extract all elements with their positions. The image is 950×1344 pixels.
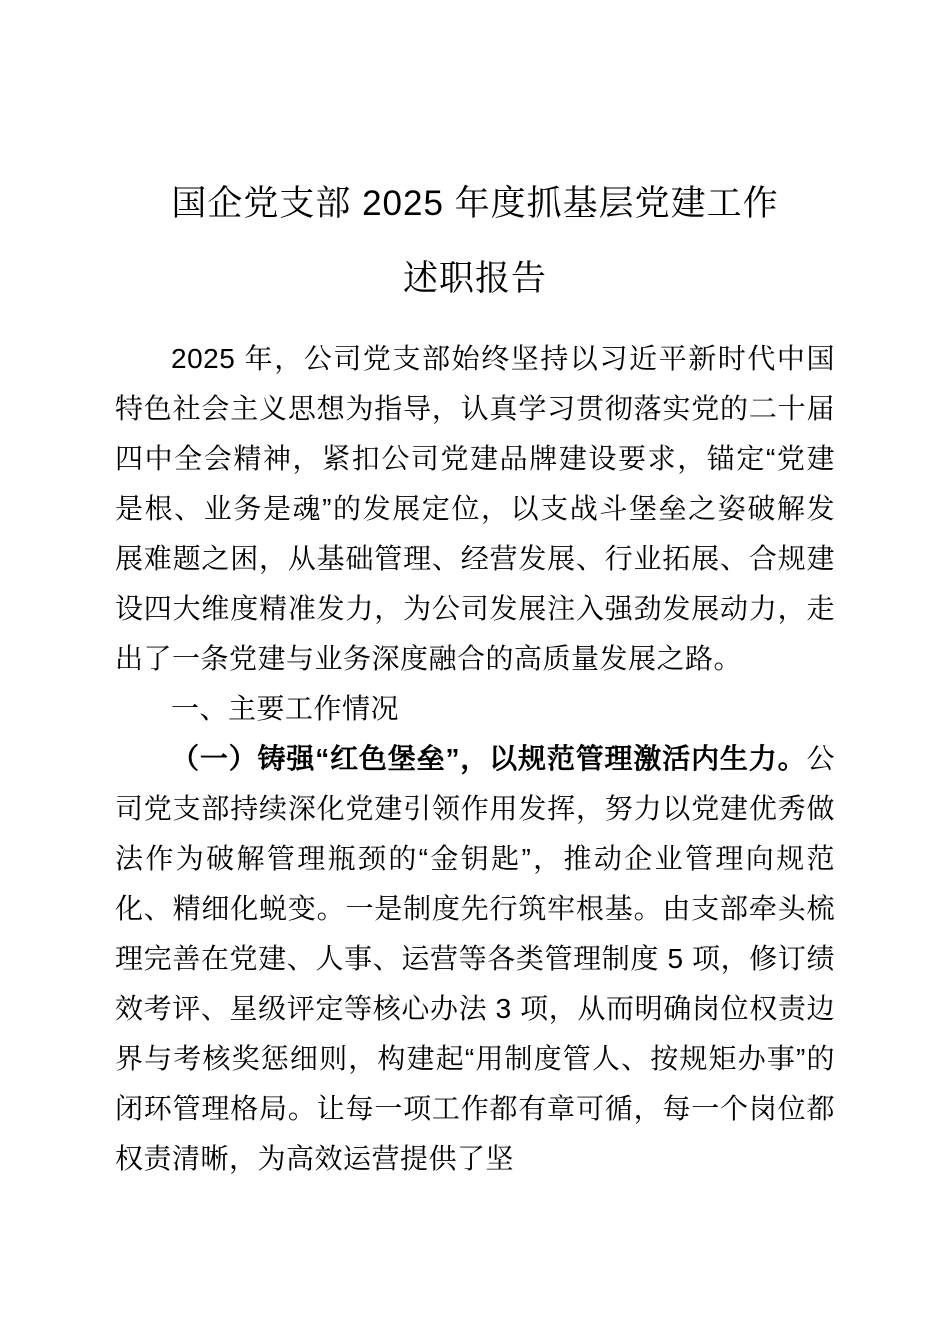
subsection-1-1-title: （一）铸强“红色堡垒”，以规范管理激活内生力。 (171, 743, 807, 774)
document-title-line-2: 述职报告 (402, 259, 547, 298)
section-1-heading: 一、主要工作情况 (171, 693, 400, 724)
subsection-1-1-body-text: 公司党支部持续深化党建引领作用发挥，努力以党建优秀做法作为破解管理瓶颈的“金钥匙”，推动企业管理向规范化、精细化蜕变。一是制度先行筑牢根基。由支部牵头梳理完善在党建、人事、运营等各类管理制度 5 项，修订绩效考评、星级评定等核心办法 3 项，从而明确岗位权责边界与考核奖惩细则，构建起“用制度管人、按规矩办事”的闭环管理格局。让每一项工作都有章可循，每一个岗位都权责清晰，为高效运营提供了坚 (115, 743, 835, 1174)
subsection-1-1-paragraph (115, 734, 835, 1184)
document-body (115, 334, 835, 1184)
document-title-line-1: 国企党支部 2025 年度抓基层党建工作 (171, 184, 779, 223)
document-title (115, 0, 835, 316)
intro-paragraph: 2025 年，公司党支部始终坚持以习近平新时代中国特色社会主义思想为指导，认真学习贯彻落实党的二十届四中全会精神，紧扣公司党建品牌建设要求，锚定“党建是根、业务是魂”的发展定位，以支战斗堡垒之姿破解发展难题之困，从基础管理、经营发展、行业拓展、合规建设四大维度精准发力，为公司发展注入强劲发展动力，走出了一条党建与业务深度融合的高质量发展之路。 (115, 343, 835, 674)
